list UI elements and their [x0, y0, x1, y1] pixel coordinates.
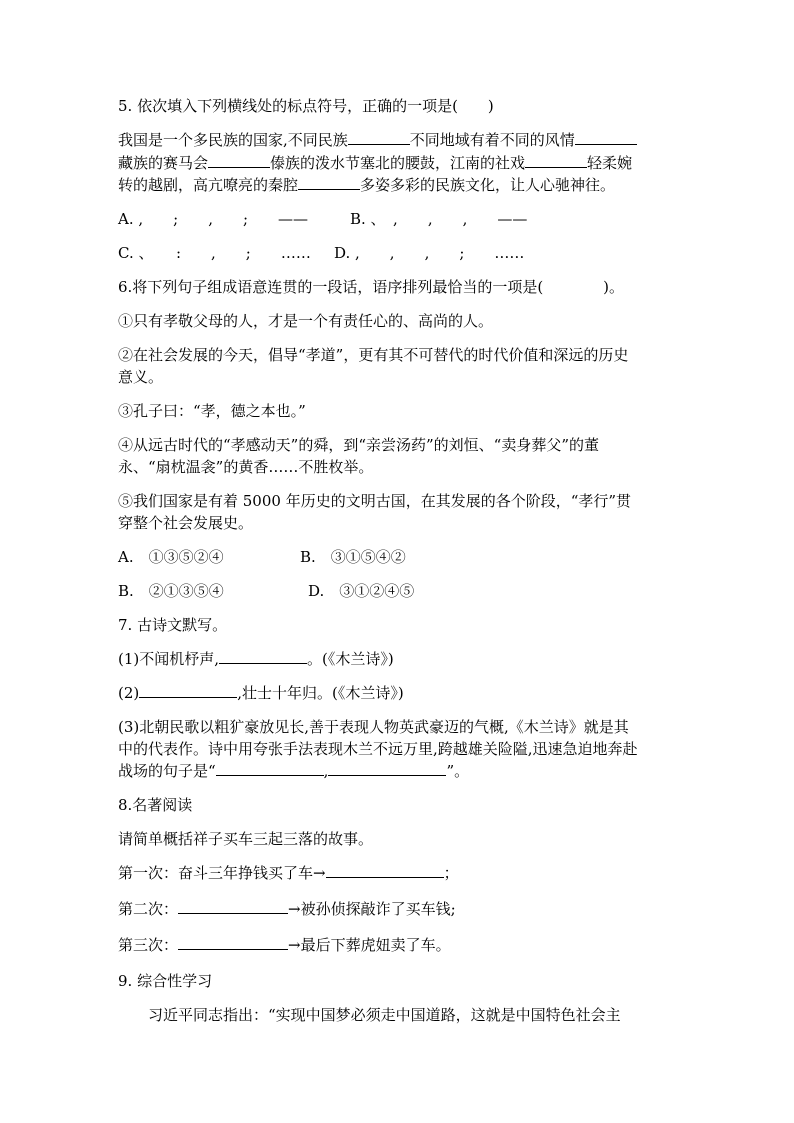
q5-options-row-2 [118, 242, 524, 264]
passage-text: 藏族的赛马会 [118, 154, 209, 172]
passage-text: 多姿多彩的民族文化，让人心驰神往。 [360, 176, 616, 194]
fill-blank[interactable] [348, 130, 410, 145]
passage-text: 傣族的泼水节 [270, 154, 361, 172]
q8-second [118, 898, 456, 920]
fill-blank[interactable] [328, 761, 446, 776]
passage-text: 塞北的腰鼓，江南的社戏 [360, 154, 526, 172]
option-d[interactable]: D. ③①②④⑤ [308, 582, 415, 600]
q6-sentence-1: ①只有孝敬父母的人，才是一个有责任心的、高尚的人。 [118, 312, 494, 330]
q6-sentence-5-line-2: 穿整个社会发展史。 [118, 514, 254, 532]
q6-options-row-2 [118, 580, 414, 602]
q7-item-3-line-1: (3)北朝民歌以粗犷豪放见长,善于表现人物英武豪迈的气概,《木兰诗》就是其 [118, 718, 629, 736]
q9-title: 9. 综合性学习 [118, 972, 213, 990]
passage-text: 我国是一个多民族的国家,不同民族 [118, 131, 348, 149]
option-b[interactable]: B. ③①⑤④② [300, 548, 406, 566]
item-text: 第三次： [118, 936, 179, 954]
q5-passage-line-1 [118, 129, 637, 151]
q6-sentence-4-line-1: ④从远古时代的“孝感动天”的舜，到“亲尝汤药”的刘恒、“卖身葬父”的董 [118, 436, 600, 454]
fill-blank[interactable] [525, 153, 587, 168]
fill-blank[interactable] [208, 153, 270, 168]
item-text: ”。 [446, 762, 470, 780]
q5-passage-line-2 [118, 152, 632, 174]
item-text: ； [443, 864, 459, 882]
fill-blank[interactable] [178, 935, 288, 950]
item-text: 第二次： [118, 900, 179, 918]
passage-text: 轻柔婉 [587, 154, 633, 172]
fill-blank[interactable] [298, 175, 360, 190]
item-text: →被孙侦探敲诈了买车钱; [288, 900, 456, 918]
q6-sentence-3: ③孔子曰：“孝，德之本也。” [118, 402, 306, 420]
q7-item-3-line-2: 中的代表作。诗中用夸张手法表现木兰不远万里,跨越雄关险隘,迅速急迫地奔赴 [118, 740, 638, 758]
item-text: ,壮士十年归。(《木兰诗》) [237, 684, 404, 702]
q6-stem: 6.将下列句子组成语意连贯的一段话，语序排列最恰当的一项是( )。 [118, 278, 625, 296]
q8-title: 8.名著阅读 [118, 796, 193, 814]
q5-passage-line-3 [118, 174, 615, 196]
option-c[interactable]: C. 、 : , ; …… [118, 244, 311, 262]
option-b[interactable]: B. 、 , , , —— [350, 210, 528, 228]
q8-first [118, 862, 459, 884]
fill-blank[interactable] [216, 761, 324, 776]
fill-blank[interactable] [139, 683, 237, 698]
passage-text: 不同地域有着不同的风情 [409, 131, 575, 149]
q7-item-2 [118, 682, 404, 704]
q8-prompt: 请简单概括祥子买车三起三落的故事。 [118, 830, 374, 848]
option-d[interactable]: D. , , , ; …… [334, 244, 525, 262]
item-text: 第一次：奋斗三年挣钱买了车→ [118, 864, 326, 882]
fill-blank[interactable] [326, 863, 444, 878]
q6-sentence-4-line-2: 永、“扇枕温衾”的黄香……不胜枚举。 [118, 458, 374, 476]
option-a[interactable]: A. , ; , ; —— [118, 210, 309, 228]
q5-stem: 5. 依次填入下列横线处的标点符号，正确的一项是( ) [118, 97, 494, 115]
item-text: (2) [118, 684, 140, 702]
q6-options-row-1 [118, 546, 406, 568]
passage-text: 转的越剧，高亢嘹亮的秦腔 [118, 176, 299, 194]
fill-blank[interactable] [575, 130, 637, 145]
fill-blank[interactable] [178, 899, 288, 914]
q9-paragraph-line-1: 习近平同志指出：“实现中国梦必须走中国道路，这就是中国特色社会主 [118, 1006, 621, 1024]
item-text: 战场的句子是“ [118, 762, 216, 780]
q8-third [118, 934, 451, 956]
q5-options-row-1 [118, 208, 527, 230]
item-text: →最后下葬虎妞卖了车。 [288, 936, 451, 954]
fill-blank[interactable] [219, 649, 307, 664]
item-text: , [323, 762, 329, 780]
item-text: (1)不闻机杼声, [118, 650, 220, 668]
q7-item-1 [118, 648, 394, 670]
option-a[interactable]: A. ①③⑤②④ [118, 548, 224, 566]
q6-sentence-5-line-1: ⑤我们国家是有着 5000 年历史的文明古国，在其发展的各个阶段，“孝行”贯 [118, 492, 632, 510]
option-c[interactable]: B. ②①③⑤④ [118, 582, 224, 600]
q6-sentence-2-line-2: 意义。 [118, 368, 164, 386]
q7-title: 7. 古诗文默写。 [118, 616, 228, 634]
q6-sentence-2-line-1: ②在社会发展的今天，倡导“孝道”，更有其不可替代的时代价值和深远的历史 [118, 346, 629, 364]
q7-item-3-line-3 [118, 760, 469, 782]
item-text: 。(《木兰诗》) [307, 650, 394, 668]
